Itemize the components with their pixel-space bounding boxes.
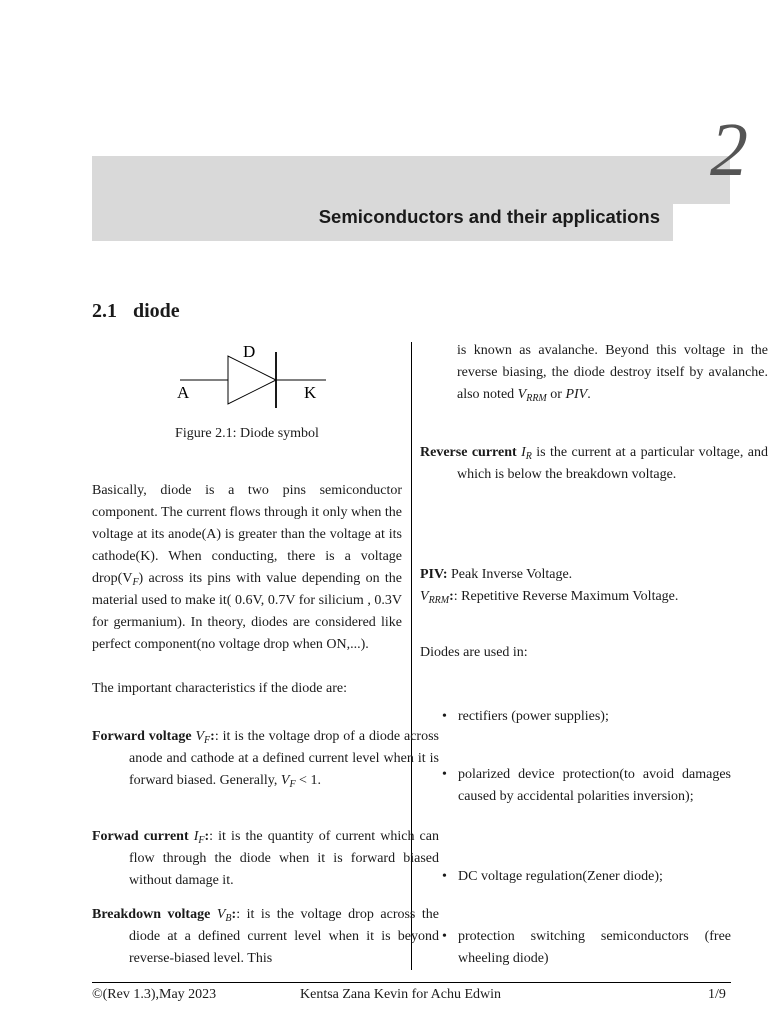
diode-label-d: D — [243, 342, 256, 361]
breakdown-voltage-item: Breakdown voltage $V_B$:: it is the voltage drop across the diode at a defined current level when it is beyond reverse-biased level. This — [92, 907, 440, 966]
vrrm-definition: $V_{RRM}$:: Repetitive Reverse Maximum Voltage. — [420, 589, 679, 606]
breakdown-continuation: is known as avalanche. Beyond this voltage in the reverse biasing, the diode destroy itself by avalanche. also noted $V_{RRM}$ or PIV. — [457, 343, 768, 404]
figure-caption: Figure 2.1: Diode symbol — [175, 426, 319, 441]
section-title — [92, 298, 180, 324]
section-number: 2.1 — [92, 300, 117, 322]
diodes-used-in: Diodes are used in: — [420, 645, 528, 660]
list-item: • DC voltage regulation(Zener diode); — [442, 866, 731, 888]
reverse-current-item: Reverse current $I_R$ is the current at a particular voltage, and which is below the breakdown voltage. — [420, 445, 768, 482]
usage-list — [442, 706, 731, 728]
reverse-current-term: Reverse current — [420, 445, 517, 460]
list-item: • rectifiers (power supplies); — [442, 706, 731, 728]
footer-revision: ©(Rev 1.3),May 2023 — [92, 987, 217, 1002]
usage-list — [442, 764, 731, 808]
list-item: • protection switching semiconductors (free wheeling diode) — [442, 926, 731, 970]
list-item: • polarized device protection(to avoid damages caused by accidental polarities inversion); — [442, 764, 731, 808]
forward-voltage-term: Forward voltage — [92, 729, 192, 744]
diode-symbol-figure — [170, 338, 340, 418]
diode-triangle — [228, 356, 276, 404]
chapter-number: 2 — [710, 108, 748, 192]
breakdown-voltage-term: Breakdown voltage — [92, 907, 211, 922]
footer-page-number: 1/9 — [708, 987, 726, 1002]
chapter-title: Semiconductors and their applications — [318, 206, 660, 227]
forward-current-item: Forwad current $I_F$:: it is the quantity of current which can flow through the diode when it is forward biased without damage it. — [92, 829, 439, 888]
cathode-label: K — [304, 383, 317, 402]
anode-label: A — [177, 383, 190, 402]
usage-list — [442, 926, 731, 970]
forward-voltage-item: Forward voltage $V_F$:: it is the voltage drop of a diode across anode and cathode at a defined current level when it is forward biased. Generally, $V_F < 1$. — [92, 729, 439, 790]
intro-paragraph: Basically, diode is a two pins semiconductor component. The current flows through it only when the voltage at its anode(A) is greater than the voltage at its cathode(K). When conducting, there is a voltage $drop(V_F)$ across its pins with value depending on the material used to make it( 0.6V, 0.7V for silicium , 0.3V for germanium). In theory, diodes are considered like perfect component(no voltage drop when ON,...). — [92, 483, 402, 652]
chapter-header-band — [92, 156, 730, 204]
footer-author: Kentsa Zana Kevin for Achu Edwin — [300, 987, 501, 1002]
characteristics-intro: The important characteristics if the diode are: — [92, 681, 348, 696]
usage-list — [442, 866, 731, 888]
piv-definition: PIV: Peak Inverse Voltage. — [420, 567, 573, 582]
forward-current-term: Forwad current — [92, 829, 189, 844]
footer-rule — [92, 982, 731, 983]
section-name: diode — [133, 300, 180, 322]
